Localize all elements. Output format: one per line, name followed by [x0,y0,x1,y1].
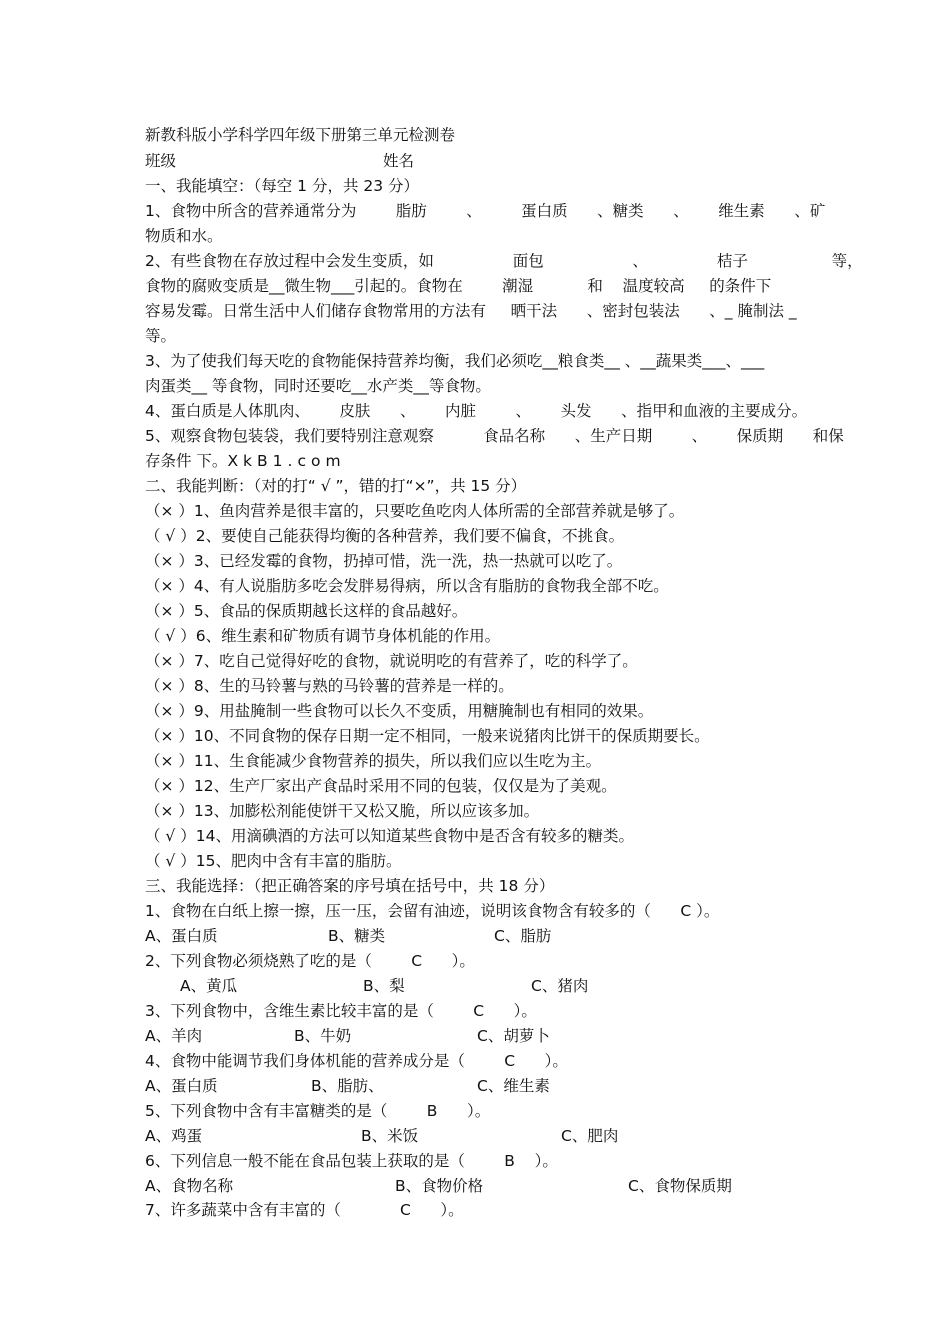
choice-question: 3、下列食物中，含维生素比较丰富的是（ C ）。 [145,1002,537,1020]
choice-question: 1、食物在白纸上擦一擦，压一压，会留有油迹，说明该食物含有较多的（ C ）。 [145,902,720,920]
judge-item: （× ）10、不同食物的保存日期一定不相同，一般来说猪肉比饼干的保质期要长。 [145,727,710,745]
choice-option: A、羊肉 [145,1027,203,1045]
fill-line: 容易发霉。日常生活中人们储存食物常用的方法有 晒干法 、密封包装法 、_ 腌制法 _ [145,302,797,320]
choice-question: 4、食物中能调节我们身体机能的营养成分是（ C ）。 [145,1052,568,1070]
judge-item: （× ）1、鱼肉营养是很丰富的，只要吃鱼吃肉人体所需的全部营养就是够了。 [145,502,685,520]
judge-item: （× ）4、有人说脂肪多吃会发胖易得病，所以含有脂肪的食物我全部不吃。 [145,577,669,595]
judge-item: （× ）7、吃自己觉得好吃的食物，就说明吃的有营养了，吃的科学了。 [145,652,638,670]
fill-line: 2、有些食物在存放过程中会发生变质，如 面包 、 桔子 等， [145,252,863,270]
fill-line: 3、为了使我们每天吃的食物能保持营养均衡，我们必须吃__粮食类__ 、__蔬果类___、___ [145,352,765,370]
choice-option: A、鸡蛋 [145,1127,203,1145]
choice-option: B、脂肪、 [311,1077,384,1095]
choice-option: C、猪肉 [531,977,589,995]
judge-item: （× ）12、生产厂家出产食品时采用不同的包装，仅仅是为了美观。 [145,777,617,795]
fill-line: 肉蛋类__ 等食物，同时还要吃__水产类__等食物。 [145,377,491,395]
exam-title: 新教科版小学科学四年级下册第三单元检测卷 [145,126,456,144]
judge-item: （ √ ）2、要使自己能获得均衡的各种营养，我们要不偏食，不挑食。 [145,527,625,545]
choice-option: A、食物名称 [145,1177,234,1195]
judge-item: （ √ ）15、肥肉中含有丰富的脂肪。 [145,852,402,870]
judge-item: （× ）13、加膨松剂能使饼干又松又脆，所以应该多加。 [145,802,540,820]
choice-option: C、食物保质期 [628,1177,732,1195]
choice-option: C、肥肉 [561,1127,619,1145]
choice-option: B、糖类 [328,927,386,945]
choice-option: B、牛奶 [294,1027,352,1045]
judge-item: （× ）3、已经发霉的食物，扔掉可惜，洗一洗，热一热就可以吃了。 [145,552,623,570]
fill-line: 5、观察食物包装袋，我们要特别注意观察 食品名称 、生产日期 、 保质期 和保 [145,427,844,445]
fill-line: 物质和水。 [145,227,223,245]
choice-question: 6、下列信息一般不能在食品包装上获取的是（ B ）。 [145,1152,558,1170]
fill-line: 等。 [145,327,177,345]
judge-item: （× ）11、生食能减少食物营养的损失，所以我们应以生吃为主。 [145,752,602,770]
judge-item: （× ）8、生的马铃薯与熟的马铃薯的营养是一样的。 [145,677,514,695]
judge-item: （× ）5、食品的保质期越长这样的食品越好。 [145,602,468,620]
fill-line: 食物的腐败变质是__微生物___引起的。食物在 潮湿 和 温度较高 的条件下 [145,277,772,295]
fill-line-last [145,450,346,472]
choice-option: B、梨 [363,977,405,995]
choice-option: B、米饭 [361,1127,419,1145]
choice-question: 5、下列食物中含有丰富糖类的是（ B ）。 [145,1102,491,1120]
choice-question: 7、许多蔬菜中含有丰富的（ C ）。 [145,1201,464,1219]
fill-line-prefix: 存条件 下。 [145,452,228,470]
judge-item: （ √ ）14、用滴碘酒的方法可以知道某些食物中是否含有较多的糖类。 [145,827,634,845]
choice-option: C、维生素 [477,1077,550,1095]
judge-item: （× ）9、用盐腌制一些食物可以长久不变质，用糖腌制也有相同的效果。 [145,702,654,720]
class-label: 班级 [145,152,177,170]
choice-option: A、黄瓜 [180,977,238,995]
section2-heading: 二、我能判断：（对的打“ √ ”，错的打“×”，共 15 分） [145,477,527,495]
choice-option: A、蛋白质 [145,927,218,945]
choice-option: C、脂肪 [494,927,552,945]
fill-line: 4、蛋白质是人体肌肉、 皮肤 、 内脏 、 头发 、指甲和血液的主要成分。 [145,402,808,420]
watermark-text: XkB1.com [227,452,346,470]
section3-heading: 三、我能选择：（把正确答案的序号填在括号中，共 18 分） [145,877,555,895]
choice-option: C、胡萝卜 [477,1027,550,1045]
choice-option: B、食物价格 [395,1177,484,1195]
judge-item: （ √ ）6、维生素和矿物质有调节身体机能的作用。 [145,627,501,645]
name-label: 姓名 [383,152,415,170]
fill-line: 1、食物中所含的营养通常分为 脂肪 、 蛋白质 、糖类 、 维生素 、矿 [145,202,826,220]
choice-question: 2、下列食物必须烧熟了吃的是（ C ）。 [145,952,475,970]
choice-option: A、蛋白质 [145,1077,218,1095]
section1-heading: 一、我能填空：（每空 1 分，共 23 分） [145,177,420,195]
